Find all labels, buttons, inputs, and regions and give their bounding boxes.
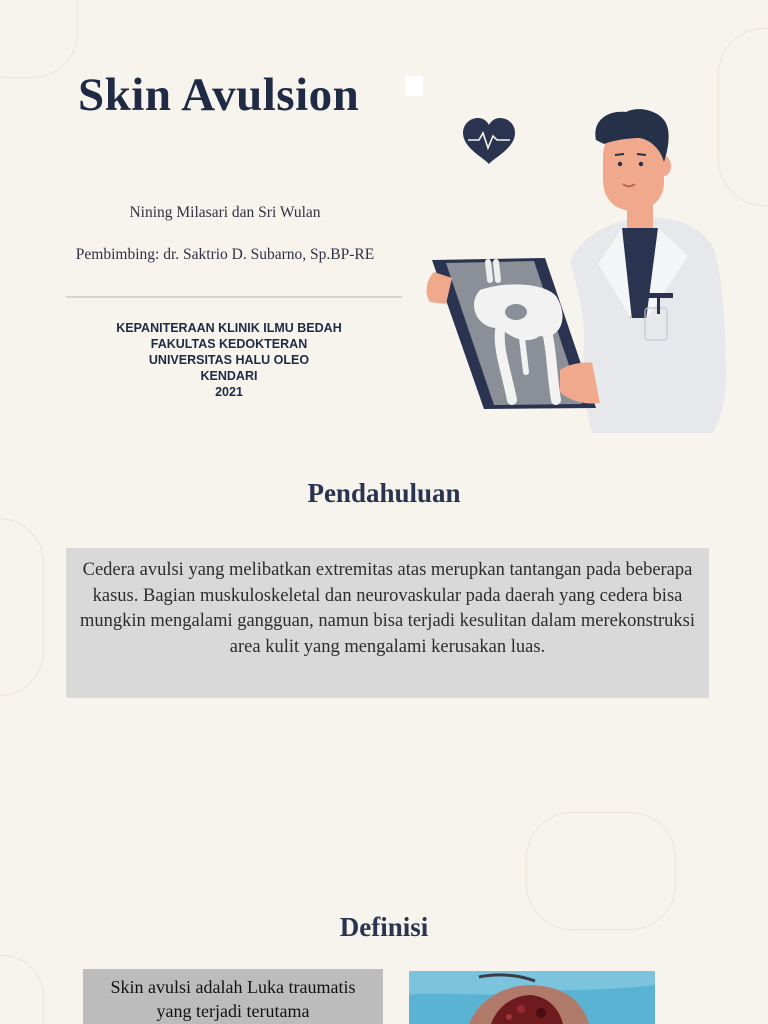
institution-block [90,320,368,400]
doctor-xray-illustration [420,105,740,435]
section-heading-definisi: Definisi [339,912,429,942]
divider-line [66,296,402,298]
institution-line: 2021 [215,385,243,399]
wound-photo [409,971,655,1024]
title-white-square [405,76,423,96]
definisi-text-box: Skin avulsi adalah Luka traumatis yang terjadi terutama [83,969,383,1024]
decor-outline-top-left [0,0,78,78]
institution-line: UNIVERSITAS HALU OLEO [148,353,310,367]
decor-outline-bottom-left [0,955,44,1024]
institution-line: KENDARI [200,369,258,383]
supervisor-text: Pembimbing: dr. Saktrio D. Subarno, Sp.BP-RE [75,246,375,263]
slide-title: Skin Avulsion [78,69,360,121]
authors-text: Nining Milasari dan Sri Wulan [129,204,321,221]
section-heading-pendahuluan: Pendahuluan [307,478,461,508]
pendahuluan-text-box: Cedera avulsi yang melibatkan extremitas atas merupkan tantangan pada beberapa kasus. Bagian muskuloskeletal dan neurovaskular pada daerah yang cedera bisa mungkin mengalami gangguan, namun bisa terjadi kesulitan dalam merekonstruksi area kulit yang mengalami kerusakan luas. [66,548,709,698]
decor-outline-left [0,518,44,696]
heartbeat-heart-icon [463,118,515,164]
institution-line: FAKULTAS KEDOKTERAN [150,337,308,351]
institution-line: KEPANITERAAN KLINIK ILMU BEDAH [116,321,342,335]
